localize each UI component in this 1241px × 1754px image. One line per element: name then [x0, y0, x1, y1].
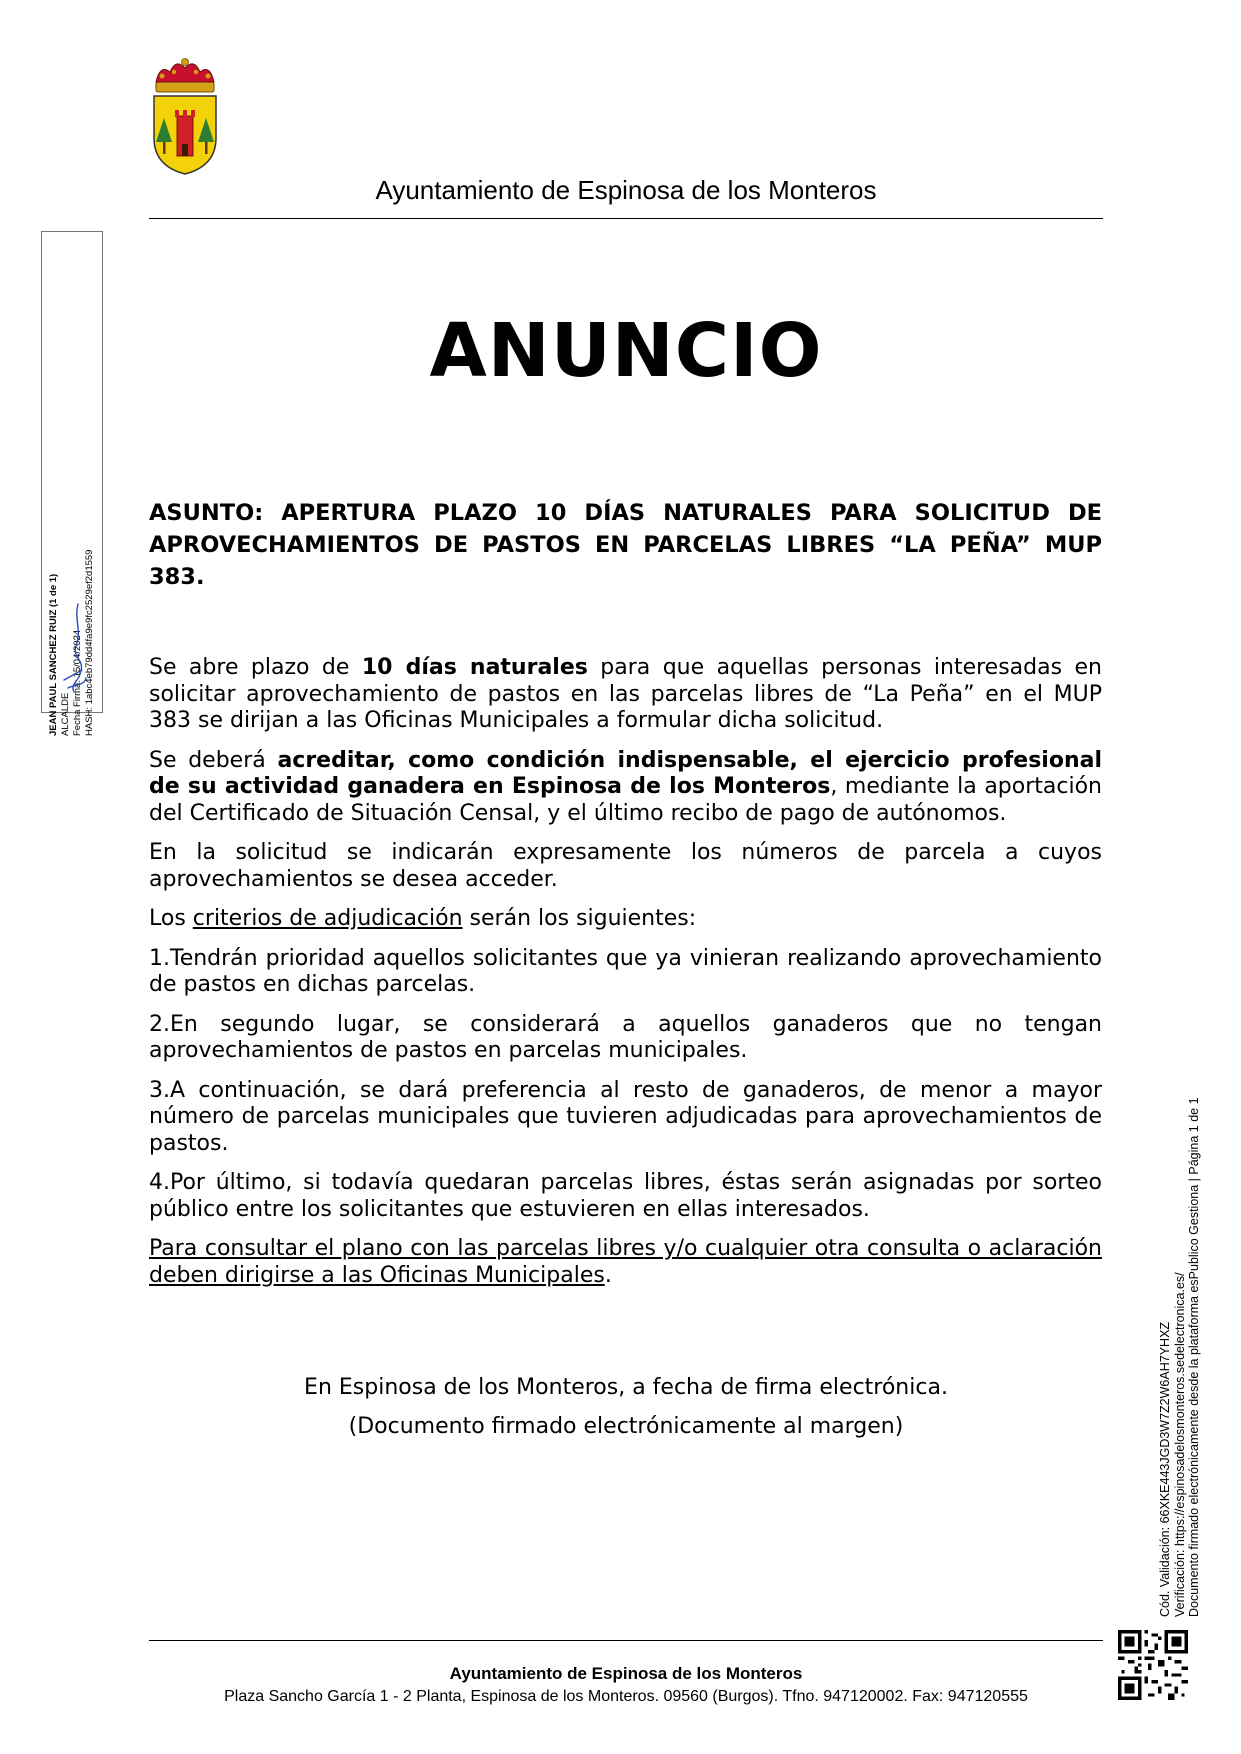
validation-info	[1158, 1097, 1202, 1617]
paragraph-parcels: En la solicitud se indicarán expresamente los números de parcela a cuyos aprovechamientos se desea acceder.	[149, 840, 1102, 892]
header-divider	[149, 218, 1103, 219]
paragraph-consult: Para consultar el plano con las parcelas libres y/o cualquier otra consulta o aclaración deben dirigirse a las Oficinas Municipales.	[149, 1236, 1102, 1288]
signer-role: ALCALDE	[60, 692, 71, 736]
criterion-item: 3.A continuación, se dará preferencia al resto de ganaderos, de menor a mayor número de parcelas municipales que tuvieren adjudicadas para aprovechamientos de pastos.	[149, 1077, 1102, 1156]
closing-note: (Documento firmado electrónicamente al margen)	[348, 1414, 904, 1439]
footer-address: Plaza Sancho García 1 - 2 Planta, Espinosa de los Monteros. 09560 (Burgos). Tfno. 947120002. Fax: 947120555	[224, 1688, 1028, 1705]
coat-of-arms-icon	[150, 58, 220, 176]
signature-date: Fecha Firma: 15/04/2024	[72, 629, 83, 736]
validation-platform: Documento firmado electrónicamente desde la plataforma esPublico Gestiona | Página 1 de 1	[1187, 1097, 1201, 1617]
qr-code-icon[interactable]	[1118, 1630, 1188, 1700]
paragraph-deadline: Se abre plazo de 10 días naturales para que aquellas personas interesadas en solicitar aprovechamiento de pastos en las parcelas libres de “La Peña” en el MUP 383 se dirijan a las Oficinas Municipales a formular dicha solicitud.	[149, 655, 1102, 733]
paragraph-requirement: Se deberá acreditar, como condición indispensable, el ejercicio profesional de su actividad ganadera en Espinosa de los Monteros, mediante la aportación del Certificado de Situación Censal, y el último recibo de pago de autónomos.	[149, 747, 1102, 826]
handwritten-signature-icon	[56, 600, 90, 696]
document-title: ANUNCIO	[429, 308, 823, 394]
document-subject: ASUNTO: APERTURA PLAZO 10 DÍAS NATURALES PARA SOLICITUD DE APROVECHAMIENTOS DE PASTOS EN PARCELAS LIBRES “LA PEÑA” MUP 383.	[149, 500, 1102, 590]
criterion-item: 2.En segundo lugar, se considerará a aquellos ganaderos que no tengan aprovechamientos de pastos en parcelas municipales.	[149, 1011, 1102, 1063]
validation-code: Cód. Validación: 66XKE443JGD3W7Z2W6AH7YHXZ	[1158, 1321, 1172, 1617]
signer-name: JEAN PAUL SANCHEZ RUIZ (1 de 1)	[48, 573, 59, 736]
signature-box	[41, 231, 103, 736]
footer-name: Ayuntamiento de Espinosa de los Monteros	[449, 1664, 803, 1683]
header-title: Ayuntamiento de Espinosa de los Monteros	[375, 175, 877, 205]
signature-hash: HASH: 1abc4eb79dd4fa9e9fc2529ef2d1559	[84, 549, 95, 736]
criterion-item: 4.Por último, si todavía quedaran parcelas libres, éstas serán asignadas por sorteo público entre los solicitantes que estuvieren en ellas interesados.	[149, 1170, 1102, 1222]
document-body	[149, 655, 1102, 1302]
paragraph-criteria-intro: Los criterios de adjudicación serán los siguientes:	[149, 906, 697, 931]
validation-url[interactable]: Verificación: https://espinosadelosmonteros.sedelectronica.es/	[1172, 1272, 1187, 1617]
criterion-item: 1.Tendrán prioridad aquellos solicitantes que ya vinieran realizando aprovechamiento de pastos en dichas parcelas.	[149, 945, 1102, 997]
closing-line: En Espinosa de los Monteros, a fecha de firma electrónica.	[304, 1375, 948, 1400]
footer-divider	[149, 1640, 1103, 1641]
